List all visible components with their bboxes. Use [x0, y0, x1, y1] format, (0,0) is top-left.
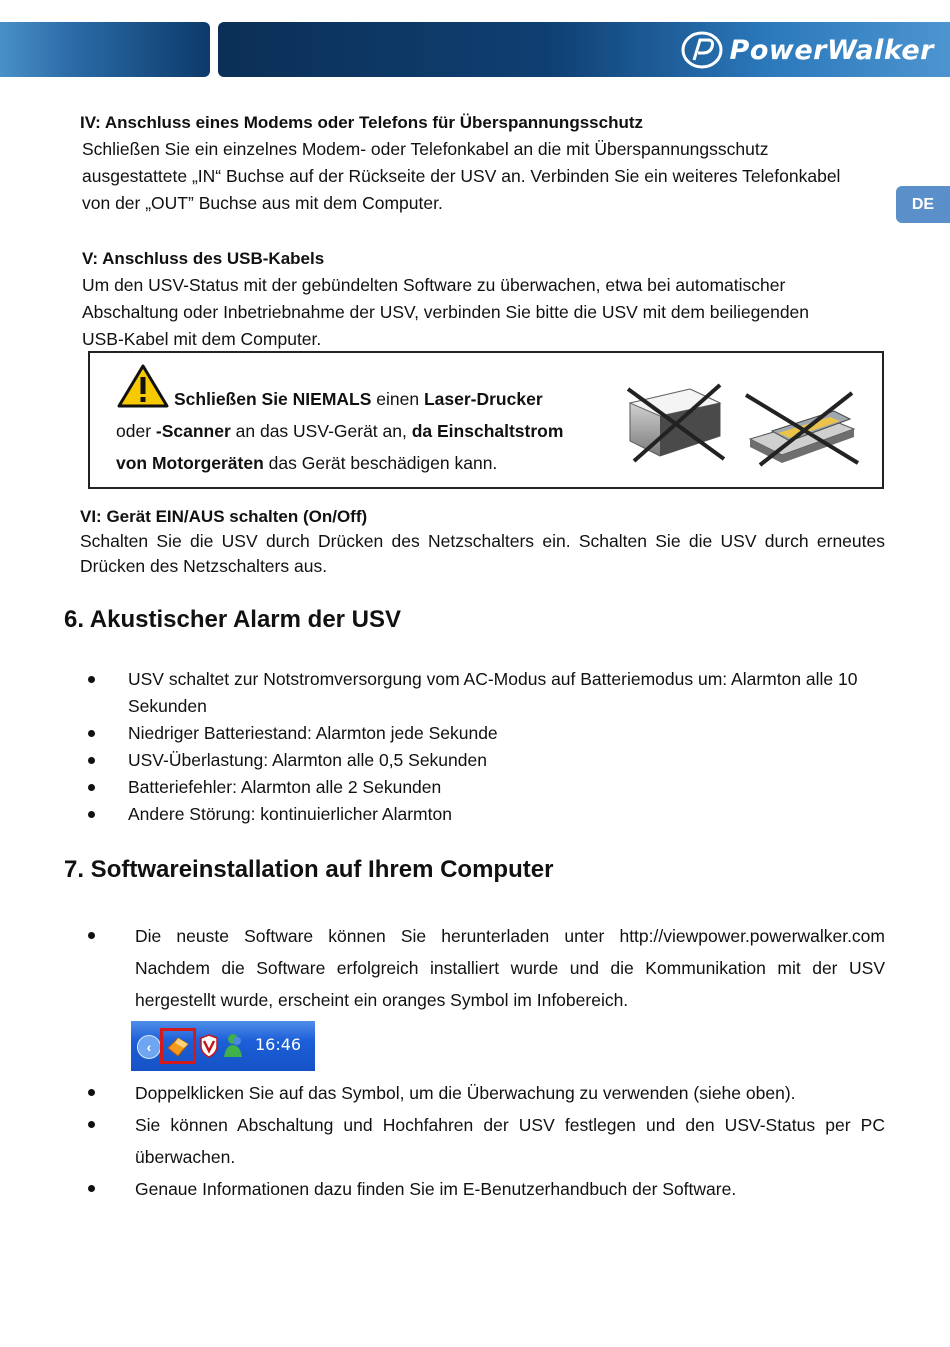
bullet-icon [88, 932, 95, 939]
header-band-left [0, 22, 210, 77]
bullet-icon [88, 811, 95, 818]
section-vi-title: VI: Gerät EIN/AUS schalten (On/Off) [80, 507, 368, 526]
section-v-title: V: Anschluss des USB-Kabels [82, 249, 325, 268]
warning-bold-scanner: -Scanner [155, 421, 231, 441]
bullet-icon [88, 757, 95, 764]
section-iv-line: von der „OUT” Buchse aus mit dem Computer. [82, 193, 443, 213]
warning-bold-inrush: da Einschaltstrom [411, 421, 564, 441]
warning-line-3 [116, 447, 586, 479]
list-item [128, 801, 888, 828]
list-item-text: USV-Überlastung: Alarmton alle 0,5 Sekunden [128, 750, 487, 770]
warning-box [88, 351, 884, 489]
list-item [128, 666, 888, 720]
section-6-title: 6. Akustischer Alarm der USV [64, 606, 402, 633]
warning-text-part: oder [116, 421, 156, 441]
section-iv-line: Schließen Sie ein einzelnes Modem- oder Telefonkabel an die mit Überspannungsschutz [82, 139, 769, 159]
ups-tray-icon [166, 1034, 190, 1058]
list-item [135, 1077, 885, 1109]
list-item-text: Andere Störung: kontinuierlicher Alarmton [128, 804, 452, 824]
section-vi [80, 504, 885, 579]
warning-line-1 [116, 383, 586, 415]
bullet-icon [88, 1121, 95, 1128]
section-v-line: Um den USV-Status mit der gebündelten Software zu überwachen, etwa bei automatischer [82, 275, 786, 295]
section-v [82, 245, 902, 353]
warning-bold-motor: von Motorgeräten [116, 453, 264, 473]
warning-line-2 [116, 415, 586, 447]
list-item-text: Doppelklicken Sie auf das Symbol, um die Überwachung zu verwenden (siehe oben). [135, 1083, 796, 1103]
bullet-icon [88, 676, 95, 683]
list-item [135, 1173, 885, 1205]
logo-text: PowerWalker [729, 34, 934, 66]
warning-text-part: an das USV-Gerät an, [230, 421, 412, 441]
list-item [135, 1109, 885, 1173]
warning-text [116, 383, 586, 479]
list-item-text: USV schaltet zur Notstromversorgung vom AC-Modus auf Batteriemodus um: Alarmton alle 10 Sekunden [128, 669, 858, 716]
system-tray-image [131, 1021, 315, 1071]
list-item-text: Batteriefehler: Alarmton alle 2 Sekunden [128, 777, 442, 797]
list-item [128, 774, 888, 801]
section-iv-title: IV: Anschluss eines Modems oder Telefons für Überspannungsschutz [80, 113, 643, 132]
list-item-text: Die neuste Software können Sie herunterladen unter http://viewpower.powerwalker.com Nachdem die Software erfolgreich installiert wurde und die Kommunikation mit der USV hergestellt wurde, erscheint ein oranges Symbol im Infobereich. [135, 926, 885, 1010]
tray-expand-icon: ‹ [137, 1035, 161, 1059]
laser-printer-crossed-icon [620, 381, 730, 466]
page-header [0, 0, 950, 80]
tray-clock: 16:46 [255, 1035, 302, 1054]
section-v-line: USB-Kabel mit dem Computer. [82, 329, 322, 349]
alarm-list [128, 666, 888, 828]
software-list-top [135, 920, 885, 1016]
bullet-icon [88, 784, 95, 791]
warning-text-part: einen [371, 389, 424, 409]
language-tab[interactable]: DE [896, 186, 950, 223]
section-vi-body: Schalten Sie die USV durch Drücken des Netzschalters ein. Schalten Sie die USV durch erneutes Drücken des Netzschalters aus. [80, 531, 885, 576]
scanner-crossed-icon [742, 389, 862, 469]
powerwalker-logo [680, 30, 934, 70]
section-iv-body [80, 136, 900, 217]
section-v-line: Abschaltung oder Inbetriebnahme der USV, verbinden Sie bitte die USV mit dem beiliegenden [82, 302, 810, 322]
section-7-title: 7. Softwareinstallation auf Ihrem Computer [64, 856, 554, 883]
list-item-text: Sie können Abschaltung und Hochfahren der USV festlegen und den USV-Status per PC überwachen. [135, 1115, 885, 1167]
powerwalker-logo-icon [680, 30, 724, 70]
warning-bold-laser: Laser-Drucker [423, 389, 543, 409]
section-iv [80, 109, 900, 217]
messenger-icon [222, 1033, 244, 1059]
list-item-text: Niedriger Batteriestand: Alarmton jede Sekunde [128, 723, 498, 743]
list-item [128, 720, 888, 747]
bullet-icon [88, 1089, 95, 1096]
list-item [135, 920, 885, 1016]
warning-text-part: das Gerät beschädigen kann. [263, 453, 498, 473]
shield-icon [200, 1034, 218, 1058]
list-item [128, 747, 888, 774]
software-list-bottom [135, 1077, 885, 1205]
bullet-icon [88, 730, 95, 737]
list-item-text: Genaue Informationen dazu finden Sie im E-Benutzerhandbuch der Software. [135, 1179, 737, 1199]
warning-bold-never: Schließen Sie NIEMALS [174, 389, 372, 409]
bullet-icon [88, 1185, 95, 1192]
section-iv-line: ausgestattete „IN“ Buchse auf der Rückseite der USV an. Verbinden Sie ein weiteres Telefonkabel [82, 166, 841, 186]
